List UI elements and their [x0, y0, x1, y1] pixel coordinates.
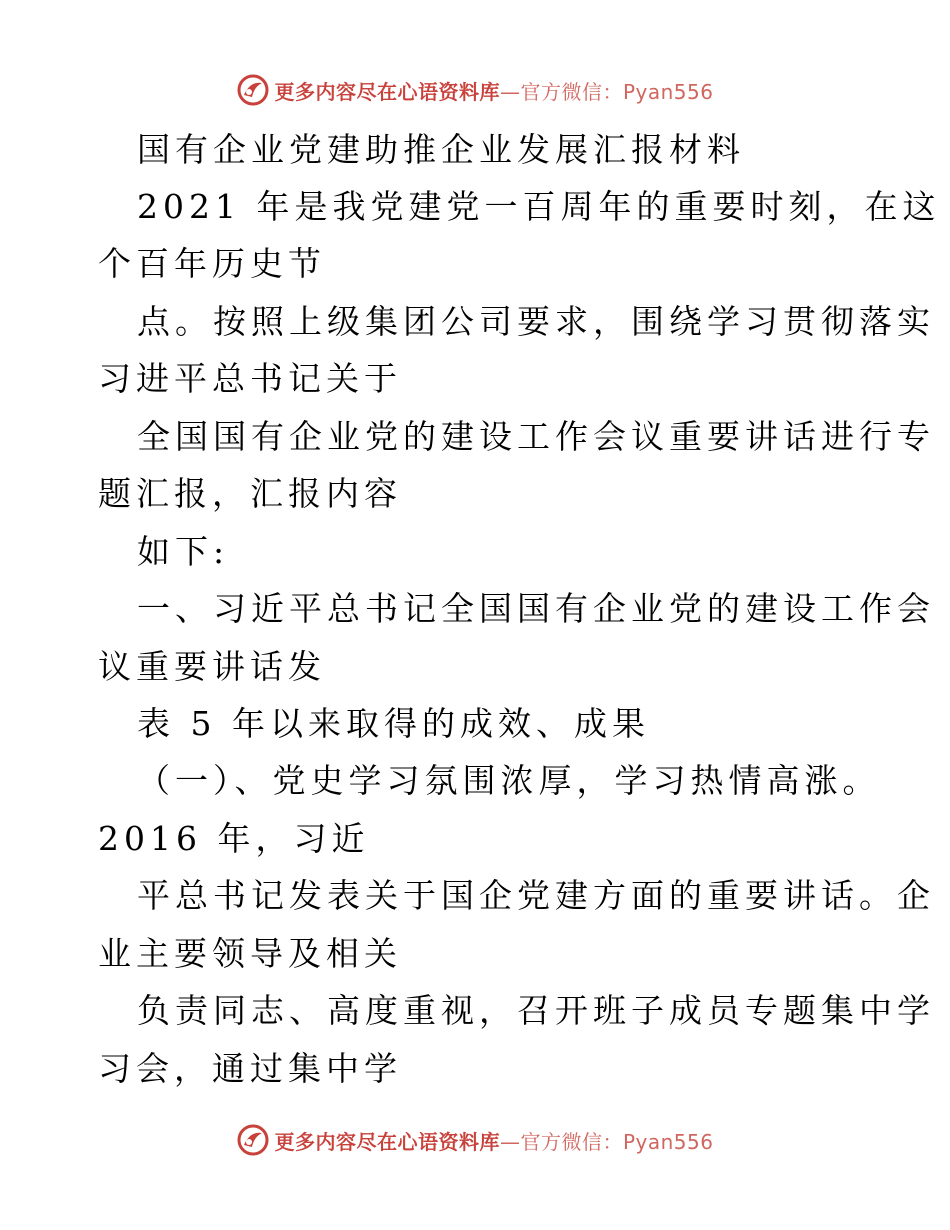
- paragraph-line: 负责同志、高度重视，召开班子成员专题集中学: [137, 991, 935, 1030]
- paragraph-line: 平总书记发表关于国企党建方面的重要讲话。企: [137, 876, 935, 915]
- paragraph-line: 题汇报，汇报内容: [98, 474, 402, 513]
- subsection-heading-line: （一）、党史学习氛围浓厚，学习热情高涨。: [137, 761, 881, 800]
- header-watermark-banner: [0, 70, 950, 110]
- paragraph-line: 个百年历史节: [98, 244, 326, 283]
- paragraph-line: 习进平总书记关于: [98, 359, 402, 398]
- section-heading-line: 一、习近平总书记全国国有企业党的建设工作会: [137, 589, 935, 628]
- watermark-main-text: 更多内容尽在心语资料库: [274, 79, 500, 104]
- footer-watermark-banner: [0, 1120, 950, 1160]
- section-heading-line: 议重要讲话发: [98, 647, 326, 686]
- document-title: 国有企业党建助推企业发展汇报材料: [137, 130, 745, 169]
- swirl-logo-icon: [236, 1123, 270, 1157]
- watermark-dash: —: [499, 79, 521, 104]
- section-heading-line: 表 5 年以来取得的成效、成果: [137, 704, 650, 743]
- watermark-dash: —: [499, 1129, 521, 1154]
- watermark-suffix-text: 官方微信：Pyan556: [520, 1129, 714, 1154]
- watermark-text: [274, 76, 713, 105]
- watermark-text: [274, 1126, 713, 1155]
- paragraph-line: 全国国有企业党的建设工作会议重要讲话进行专: [137, 417, 935, 456]
- swirl-logo-icon: [236, 73, 270, 107]
- paragraph-line: 业主要领导及相关: [98, 934, 402, 973]
- watermark-suffix-text: 官方微信：Pyan556: [520, 79, 714, 104]
- paragraph-line: 2021 年是我党建党一百周年的重要时刻，在这: [137, 187, 941, 226]
- watermark-main-text: 更多内容尽在心语资料库: [274, 1129, 500, 1154]
- paragraph-line: 习会，通过集中学: [98, 1049, 402, 1088]
- paragraph-line: 2016 年，习近: [98, 819, 370, 858]
- paragraph-line: 如下:: [137, 532, 230, 571]
- paragraph-line: 点。按照上级集团公司要求，围绕学习贯彻落实: [137, 302, 935, 341]
